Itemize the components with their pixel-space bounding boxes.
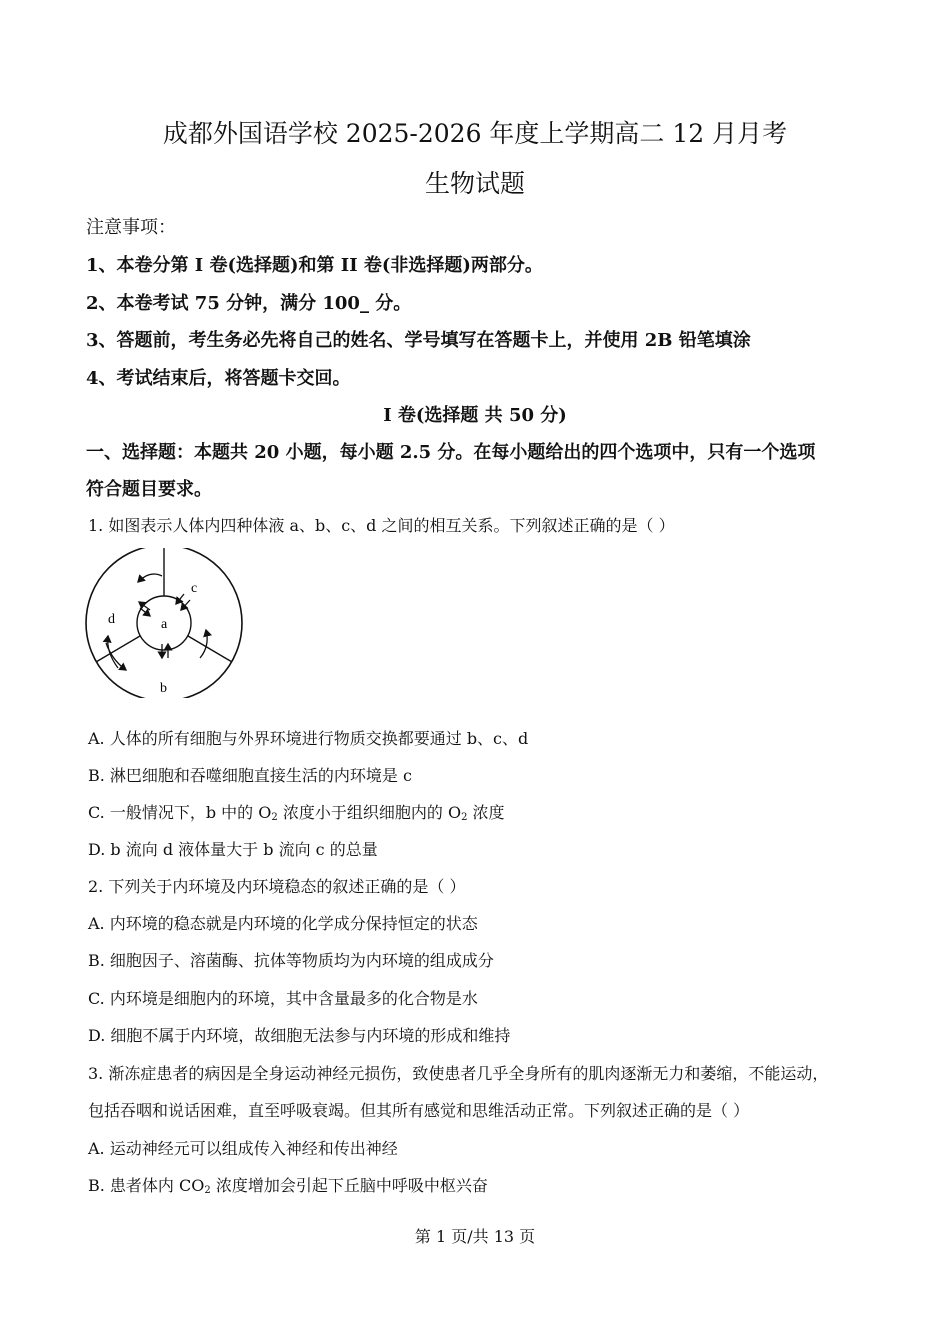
label-a: a	[161, 617, 168, 632]
question-2-option-d: D. 细胞不属于内环境，故细胞无法参与内环境的形成和维持	[88, 1026, 511, 1045]
question-1-option-b: B. 淋巴细胞和吞噬细胞直接生活的内环境是 c	[88, 766, 412, 785]
section-instructions-line2: 符合题目要求。	[86, 479, 212, 500]
divider-right	[188, 636, 232, 662]
note-item-2: 2、本卷考试 75 分钟，满分 100_ 分。	[86, 293, 412, 314]
arrow-top-curve	[138, 574, 162, 582]
question-1-option-a: A. 人体的所有细胞与外界环境进行物质交换都要通过 b、c、d	[88, 729, 529, 748]
note-item-3: 3、答题前，考生务必先将自己的姓名、学号填写在答题卡上，并使用 2B 铅笔填涂	[86, 330, 751, 351]
question-3-option-a: A. 运动神经元可以组成传入神经和传出神经	[88, 1139, 398, 1158]
note-item-4: 4、考试结束后，将答题卡交回。	[86, 368, 351, 389]
note-item-1: 1、本卷分第 I 卷(选择题)和第 II 卷(非选择题)两部分。	[86, 255, 543, 276]
arrow-c-to-a	[181, 600, 190, 610]
question-2-stem: 2. 下列关于内环境及内环境稳态的叙述正确的是（ ）	[88, 877, 466, 896]
question-1-stem: 1. 如图表示人体内四种体液 a、b、c、d 之间的相互关系。下列叙述正确的是（ ）	[88, 516, 675, 535]
question-2-option-a: A. 内环境的稳态就是内环境的化学成分保持恒定的状态	[88, 914, 478, 933]
label-d: d	[108, 612, 115, 627]
divider-left	[96, 636, 140, 662]
label-b: b	[160, 681, 167, 696]
question-1-option-c: C. 一般情况下，b 中的 $O_2$ 浓度小于组织细胞内的 $O_2$ 浓度	[88, 803, 505, 823]
question-2-option-c: C. 内环境是细胞内的环境，其中含量最多的化合物是水	[88, 989, 478, 1008]
subject-title: 生物试题	[424, 169, 525, 198]
notes-heading: 注意事项：	[86, 217, 176, 238]
question-2-option-b: B. 细胞因子、溶菌酶、抗体等物质均为内环境的组成成分	[88, 951, 494, 970]
question-3-option-b: B. 患者体内 $CO_2$ 浓度增加会引起下丘脑中呼吸中枢兴奋	[88, 1176, 488, 1196]
body-fluid-diagram	[84, 548, 244, 698]
question-1-option-d: D. b 流向 d 液体量大于 b 流向 c 的总量	[88, 840, 378, 859]
part-title: I 卷(选择题 共 50 分)	[383, 405, 567, 426]
section-instructions-line1: 一、选择题：本题共 20 小题，每小题 2.5 分。在每小题给出的四个选项中，只有一个选项	[86, 442, 816, 463]
exam-title: 成都外国语学校 2025-2026 年度上学期高二 12 月月考	[162, 119, 788, 148]
page-footer: 第 1 页/共 13 页	[414, 1227, 536, 1246]
label-c: c	[191, 581, 198, 596]
question-3-stem-line1: 3. 渐冻症患者的病因是全身运动神经元损伤，致使患者几乎全身所有的肌肉逐渐无力和萎缩，不能运动，	[88, 1064, 829, 1083]
question-3-stem-line2: 包括吞咽和说话困难，直至呼吸衰竭。但其所有感觉和思维活动正常。下列叙述正确的是（ ）	[88, 1101, 750, 1120]
